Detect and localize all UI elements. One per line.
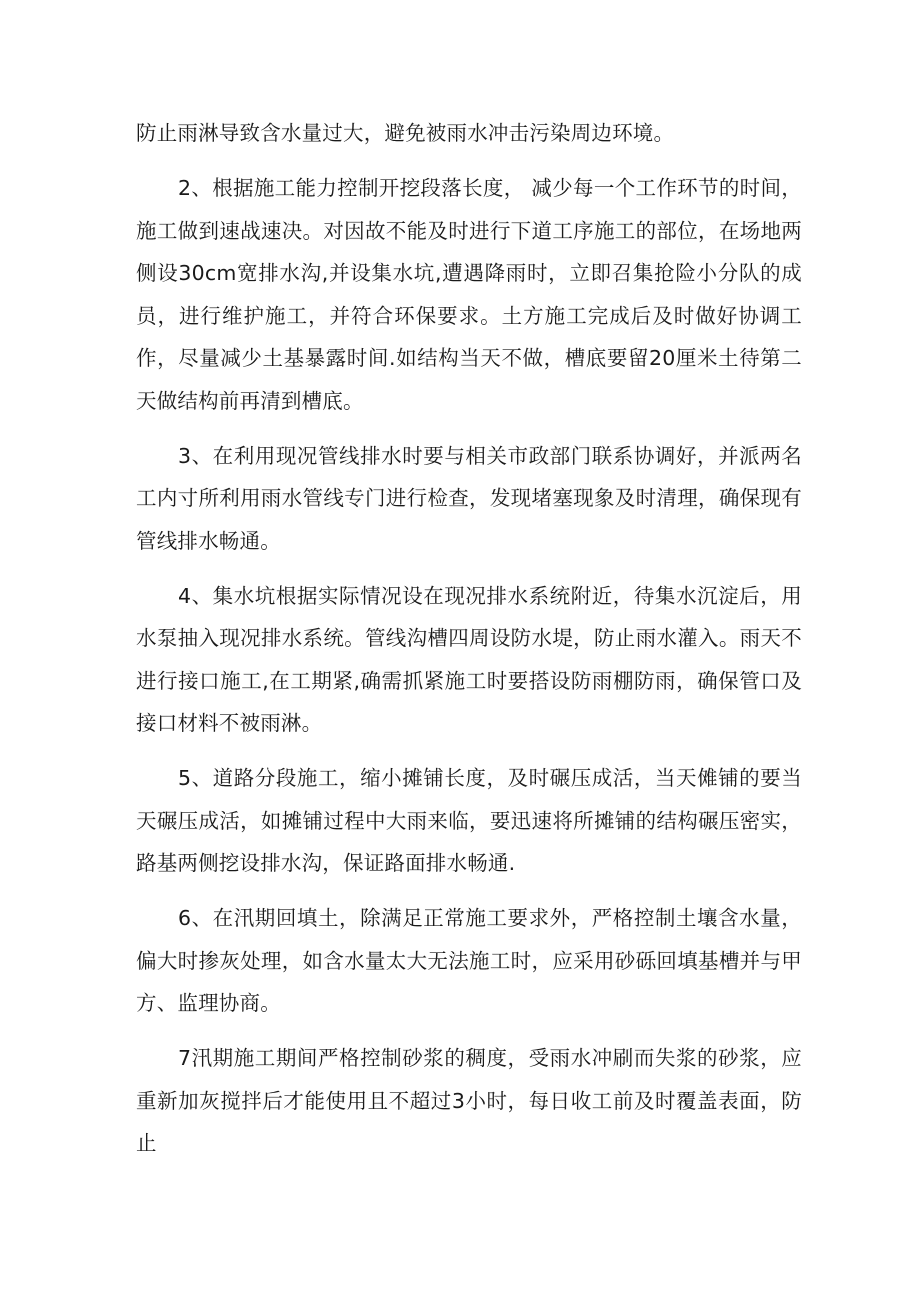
paragraph-item-2: 2、根据施工能力控制开挖段落长度， 减少每一个工作环节的时间，施工做到速战速决。对因故不能及时进行下道工序施工的部位，在场地两侧设30cm宽排水沟,并设集水坑,遭遇降雨时，立即召集抢险小分队的成员，进行维护施工，并符合环保要求。土方施工完成后及时做好协调工作，尽量减少土基暴露时间.如结构当天不做，槽底要留20厘米土待第二天做结构前再清到槽底。 <box>136 176 802 413</box>
paragraph-item-5: 5、道路分段施工，缩小摊铺长度，及时碾压成活，当天傩铺的要当天碾压成活，如摊铺过程中大雨来临，要迅速将所摊铺的结构碾压密实，路基两侧挖设排水沟，保证路面排水畅通. <box>136 766 802 875</box>
paragraph-item-6: 6、在汛期回填土，除满足正常施工要求外，严格控制土壤含水量，偏大时掺灰处理，如含水量太大无法施工时，应采用砂砾回填基槽并与甲方、监理协商。 <box>136 906 802 1015</box>
paragraph-item-3: 3、在利用现况管线排水时要与相关市政部门联系协调好，并派两名工内寸所利用雨水管线专门进行检查，发现堵塞现象及时清理，确保现有管线排水畅通。 <box>136 443 802 553</box>
document-body <box>136 112 802 1165</box>
paragraph-continuation: 防止雨淋导致含水量过大，避免被雨水冲击污染周边环境。 <box>136 121 675 145</box>
paragraph-item-7: 7汛期施工期间严格控制砂浆的稠度，受雨水冲刷而失浆的砂浆，应重新加灰搅拌后才能使用且不超过3小时，每日收工前及时覆盖表面，防止 <box>136 1046 802 1155</box>
paragraph-item-4: 4、集水坑根据实际情况设在现况排水系统附近，待集水沉淀后，用水泵抽入现况排水系统。管线沟槽四周设防水堤，防止雨水灌入。雨天不进行接口施工,在工期紧,确需抓紧施工时要搭设防雨棚防雨，确保管口及接口材料不被雨淋。 <box>136 583 802 735</box>
